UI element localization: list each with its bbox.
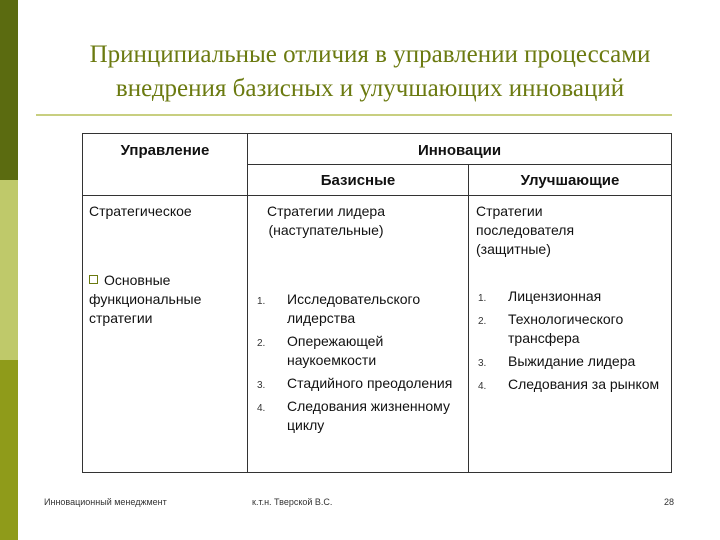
slide-title-line2: внедрения базисных и улучшающих инноваций [115,75,625,102]
list-number: 2. [257,338,266,349]
slide-title [40,38,700,106]
list-item-text: Выжидание лидера [508,353,636,369]
cell-follower-strategy: Стратегии последователя (защитные) [476,203,575,257]
header-improving: Улучшающие [520,172,620,189]
footer-course: Инновационный менеджмент [44,497,167,507]
list-item-text: Следования за рынком [508,376,660,392]
title-divider [36,114,672,116]
list-item [472,287,668,306]
list-item [251,397,465,435]
list-item [472,375,668,394]
improving-strategy-list [472,287,668,398]
list-item [251,332,465,370]
header-innovations: Инновации [417,142,502,159]
list-number: 1. [257,296,266,307]
list-item-text: Исследовательского лидерства [287,291,421,326]
side-bar-middle [0,180,18,360]
list-item-text: Опережающей наукоемкости [287,333,384,368]
header-divider-inner [247,164,671,165]
header-basic: Базисные [320,172,396,189]
list-item-text: Стадийного преодоления [287,375,453,391]
cell-functional-strategies [89,271,243,328]
header-divider-bottom [83,195,671,196]
list-number: 3. [257,380,266,391]
list-item-text: Технологического трансфера [508,311,624,346]
cell-strategic: Стратегическое [89,203,192,219]
comparison-table [82,133,672,473]
list-item [472,352,668,371]
list-item-text: Лицензионная [508,288,602,304]
footer-author: к.т.н. Тверской В.С. [252,497,333,507]
list-number: 1. [478,293,487,304]
list-number: 3. [478,358,487,369]
list-item-text: Следования жизненному циклу [287,398,450,433]
list-item [472,310,668,348]
cell-leader-strategy: Стратегии лидера (наступательные) [267,203,385,238]
list-number: 4. [478,381,487,392]
list-item [251,290,465,328]
header-management: Управление [120,142,210,159]
list-number: 2. [478,316,487,327]
slide-title-line1: Принципиальные отличия в управлении процессами [89,41,651,68]
side-bar-top [0,0,18,180]
list-number: 4. [257,403,266,414]
col-divider-2 [468,164,469,472]
footer-page-number: 28 [664,497,675,507]
square-bullet-icon [89,275,98,284]
list-item [251,374,465,393]
side-bar-bottom [0,360,18,540]
basic-strategy-list [251,290,465,439]
functional-strategies-label: Основные функциональные стратегии [89,272,202,326]
